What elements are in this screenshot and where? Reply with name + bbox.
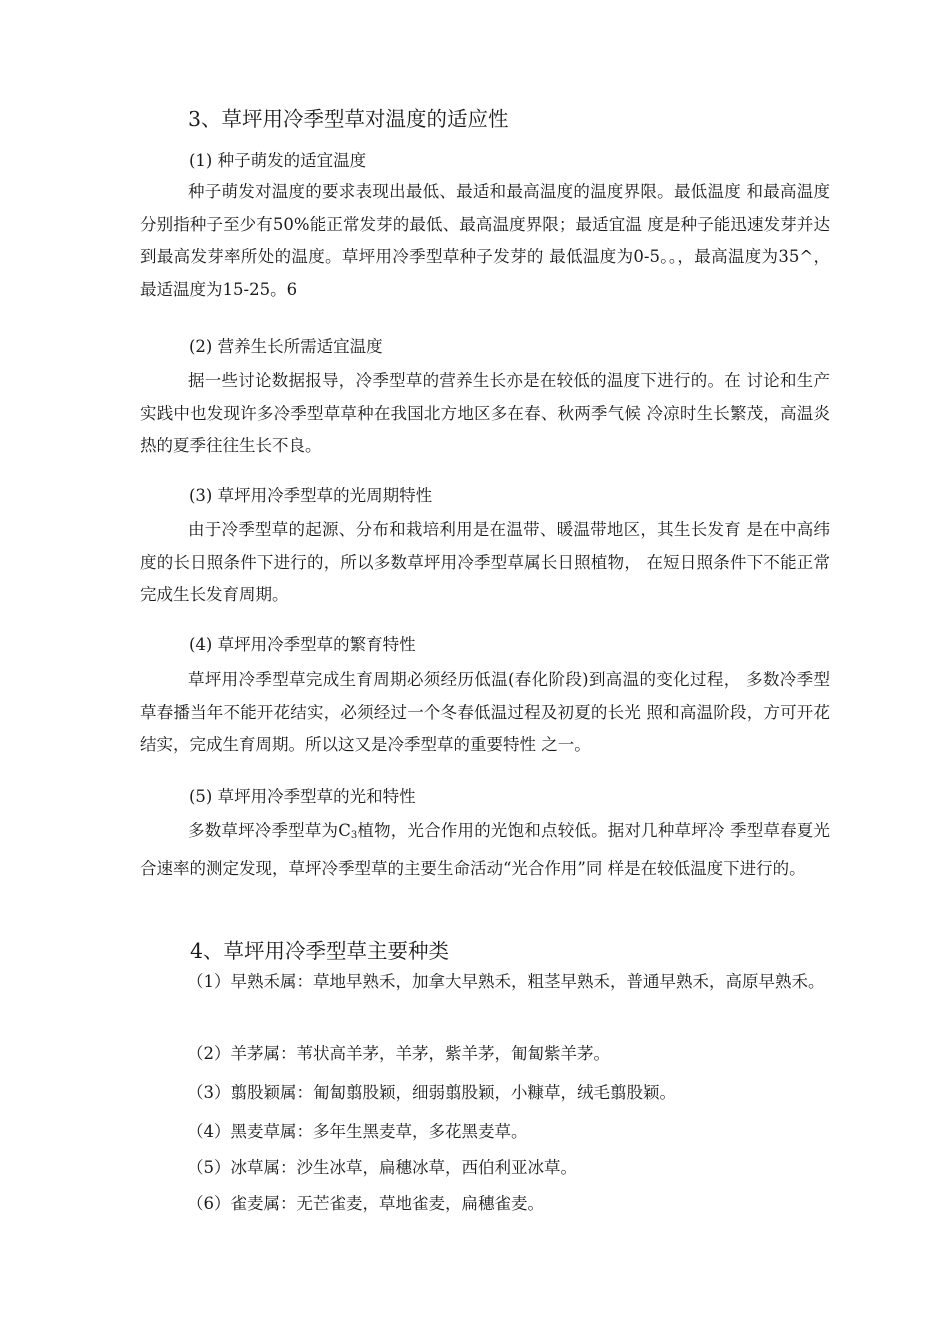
subsection-1-paragraph: 种子萌发对温度的要求表现出最低、最适和最高温度的温度界限。最低温度 和最高温度分别指种子至少有50%能正常发芽的最低、最高温度界限；最适宜温 度是种子能迅速发芽并达到最高发芽率所处的温度。草坪用冷季型草种子发芽的 最低温度为0-5。。，最高温度为35^，最适温度为15-25。6 <box>140 182 830 299</box>
genus-list-item: （3）翦股颖属：匍匐翦股颖，细弱翦股颖，小糠草，绒毛翦股颖。 <box>187 1083 676 1102</box>
subsection-5-text-after: 植物，光合作用的光饱和点较低。据对几种草坪冷 季型草春夏光合速率的测定发现，草坪冷季型草的主要生命活动“光合作用”同 样是在较低温度下进行的。 <box>140 821 830 878</box>
section-3-title: 3、草坪用冷季型草对温度的适应性 <box>188 107 509 131</box>
genus-list-item: （2）羊茅属：苇状高羊茅，羊茅，紫羊茅，匍匐紫羊茅。 <box>187 1044 610 1063</box>
subsection-5-text-before: 多数草坪冷季型草为C <box>188 821 351 840</box>
subsection-2-paragraph: 据一些讨论数据报导，冷季型草的营养生长亦是在较低的温度下进行的。在 讨论和生产实践中也发现许多冷季型草草种在我国北方地区多在春、秋两季气候 冷凉时生长繁茂，高温炎热的夏季往往生长不良。 <box>140 371 830 455</box>
subsection-3-paragraph: 由于冷季型草的起源、分布和栽培利用是在温带、暖温带地区，其生长发育 是在中高纬度的长日照条件下进行的，所以多数草坪用冷季型草属长日照植物， 在短日照条件下不能正常完成生长发育周期。 <box>140 520 830 604</box>
subsection-4-paragraph: 草坪用冷季型草完成生育周期必须经历低温(春化阶段)到高温的变化过程， 多数冷季型草春播当年不能开花结实，必须经过一个冬春低温过程及初夏的长光 照和高温阶段，方可开花结实，完成生育周期。所以这又是冷季型草的重要特性 之一。 <box>140 670 830 754</box>
subsection-4-heading: (4) 草坪用冷季型草的繁育特性 <box>189 635 416 654</box>
subscript-3: 3 <box>350 830 358 841</box>
subsection-2-heading: (2) 营养生长所需适宜温度 <box>189 337 383 356</box>
subsection-1-heading: (1) 种子萌发的适宜温度 <box>189 151 367 170</box>
genus-list-item: （1）早熟禾属：草地早熟禾，加拿大早熟禾，粗茎早熟禾，普通早熟禾，高原早熟禾。 <box>187 972 825 991</box>
genus-list-item: （6）雀麦属：无芒雀麦，草地雀麦，扁穗雀麦。 <box>187 1194 544 1213</box>
subsection-3-heading: (3) 草坪用冷季型草的光周期特性 <box>189 486 433 505</box>
genus-list-item: （5）冰草属：沙生冰草，扁穗冰草，西伯利亚冰草。 <box>187 1158 577 1177</box>
subsection-5-paragraph <box>140 815 830 885</box>
subsection-5-heading: (5) 草坪用冷季型草的光和特性 <box>189 787 416 806</box>
section-4-title: 4、草坪用冷季型草主要种类 <box>190 939 450 963</box>
genus-list-item: （4）黑麦草属：多年生黑麦草，多花黑麦草。 <box>187 1122 528 1141</box>
